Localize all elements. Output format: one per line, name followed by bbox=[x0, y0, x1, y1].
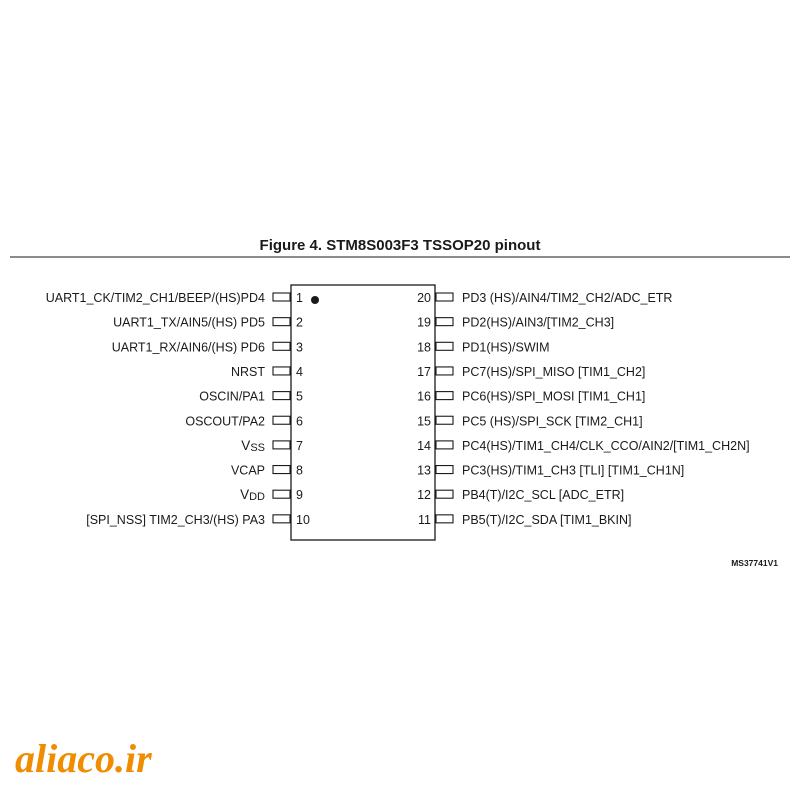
pin-number: 9 bbox=[296, 488, 303, 503]
pin-stub bbox=[436, 293, 453, 301]
pin-stub bbox=[273, 367, 290, 375]
pin-stub bbox=[436, 466, 453, 474]
pin-stub bbox=[436, 490, 453, 498]
pin-number: 14 bbox=[417, 438, 431, 453]
pin-stub bbox=[436, 416, 453, 424]
pin-label: PD2(HS)/AIN3/[TIM2_CH3] bbox=[462, 315, 615, 330]
pin-label: UART1_TX/AIN5/(HS) PD5 bbox=[113, 315, 265, 330]
pin-label: PC4(HS)/TIM1_CH4/CLK_CCO/AIN2/[TIM1_CH2N] bbox=[462, 438, 750, 453]
pin-15 bbox=[417, 414, 643, 428]
pin-label: OSCIN/PA1 bbox=[199, 389, 265, 404]
pin-number: 11 bbox=[418, 512, 431, 527]
pin-stub bbox=[436, 392, 453, 400]
pin-number: 3 bbox=[296, 340, 303, 355]
pin-stub bbox=[436, 342, 453, 350]
pin-number: 5 bbox=[296, 389, 303, 404]
pin-stub bbox=[436, 515, 453, 523]
pin-16 bbox=[417, 390, 645, 404]
pin-18 bbox=[417, 340, 549, 354]
pin-number: 2 bbox=[296, 315, 303, 330]
pin-number: 6 bbox=[296, 414, 303, 429]
pin-label: [SPI_NSS] TIM2_CH3/(HS) PA3 bbox=[86, 512, 265, 527]
pin-number: 19 bbox=[417, 315, 431, 330]
pin-stub bbox=[273, 416, 290, 424]
pin-number: 10 bbox=[296, 512, 310, 527]
pin-stub bbox=[273, 392, 290, 400]
pin-label: VDD bbox=[240, 487, 265, 504]
right-pin-group bbox=[417, 291, 749, 527]
pin-label: PD3 (HS)/AIN4/TIM2_CH2/ADC_ETR bbox=[462, 291, 673, 305]
pin-number: 4 bbox=[296, 364, 303, 379]
pin-2 bbox=[113, 316, 303, 330]
pin-number: 20 bbox=[417, 291, 431, 305]
pin-number: 13 bbox=[417, 463, 431, 478]
pin-stub bbox=[273, 342, 290, 350]
pin-3 bbox=[112, 340, 303, 354]
pin-13 bbox=[417, 464, 684, 478]
pin-stub bbox=[273, 490, 290, 498]
pin-number: 15 bbox=[417, 414, 431, 429]
pin-stub bbox=[273, 466, 290, 474]
figure-title: Figure 4. STM8S003F3 TSSOP20 pinout bbox=[259, 237, 541, 254]
pin-label: UART1_RX/AIN6/(HS) PD6 bbox=[111, 340, 265, 355]
left-pin-group bbox=[46, 291, 310, 527]
pin-label: PD1(HS)/SWIM bbox=[462, 340, 550, 355]
pin-6 bbox=[185, 414, 303, 428]
pin-stub bbox=[436, 441, 453, 449]
pin-1 bbox=[46, 291, 303, 305]
pin-number: 17 bbox=[417, 364, 431, 379]
pin-12 bbox=[417, 488, 624, 502]
pin-number: 12 bbox=[417, 488, 431, 503]
pin-17 bbox=[417, 365, 645, 379]
pin-number: 8 bbox=[296, 463, 303, 478]
pin-stub bbox=[436, 318, 453, 326]
pin-number: 16 bbox=[417, 389, 431, 404]
pin-stub bbox=[436, 367, 453, 375]
pin-label: PC3(HS)/TIM1_CH3 [TLI] [TIM1_CH1N] bbox=[462, 463, 685, 478]
pin-11 bbox=[418, 513, 631, 527]
pin-number: 1 bbox=[296, 291, 303, 305]
pin-label: PB4(T)/I2C_SCL [ADC_ETR] bbox=[462, 488, 625, 503]
pin-label: PC7(HS)/SPI_MISO [TIM1_CH2] bbox=[462, 364, 646, 379]
pin-label: OSCOUT/PA2 bbox=[185, 414, 265, 429]
pin-number: 7 bbox=[296, 438, 303, 453]
pin-stub bbox=[273, 318, 290, 326]
figure-reference: MS37741V1 bbox=[731, 558, 778, 568]
pin-label: PB5(T)/I2C_SDA [TIM1_BKIN] bbox=[462, 512, 632, 527]
pin-label: UART1_CK/TIM2_CH1/BEEP/(HS)PD4 bbox=[45, 291, 265, 305]
pin-14 bbox=[417, 439, 749, 453]
pin-label: PC6(HS)/SPI_MOSI [TIM1_CH1] bbox=[462, 389, 646, 404]
pin-5 bbox=[199, 390, 303, 404]
pin-20 bbox=[417, 291, 672, 305]
pin-label: VCAP bbox=[230, 463, 265, 478]
pin-label: PC5 (HS)/SPI_SCK [TIM2_CH1] bbox=[462, 414, 643, 429]
pin1-indicator-dot bbox=[311, 296, 319, 304]
pin-label: VSS bbox=[241, 437, 265, 454]
pin-stub bbox=[273, 293, 290, 301]
pin-label: NRST bbox=[230, 364, 265, 379]
pin-stub bbox=[273, 515, 290, 523]
chip-body bbox=[291, 285, 435, 540]
watermark-logo: aliaco.ir bbox=[15, 736, 152, 781]
pin-stub bbox=[273, 441, 290, 449]
pin-10 bbox=[86, 513, 310, 527]
pin-19 bbox=[417, 316, 614, 330]
pin-number: 18 bbox=[417, 340, 431, 355]
